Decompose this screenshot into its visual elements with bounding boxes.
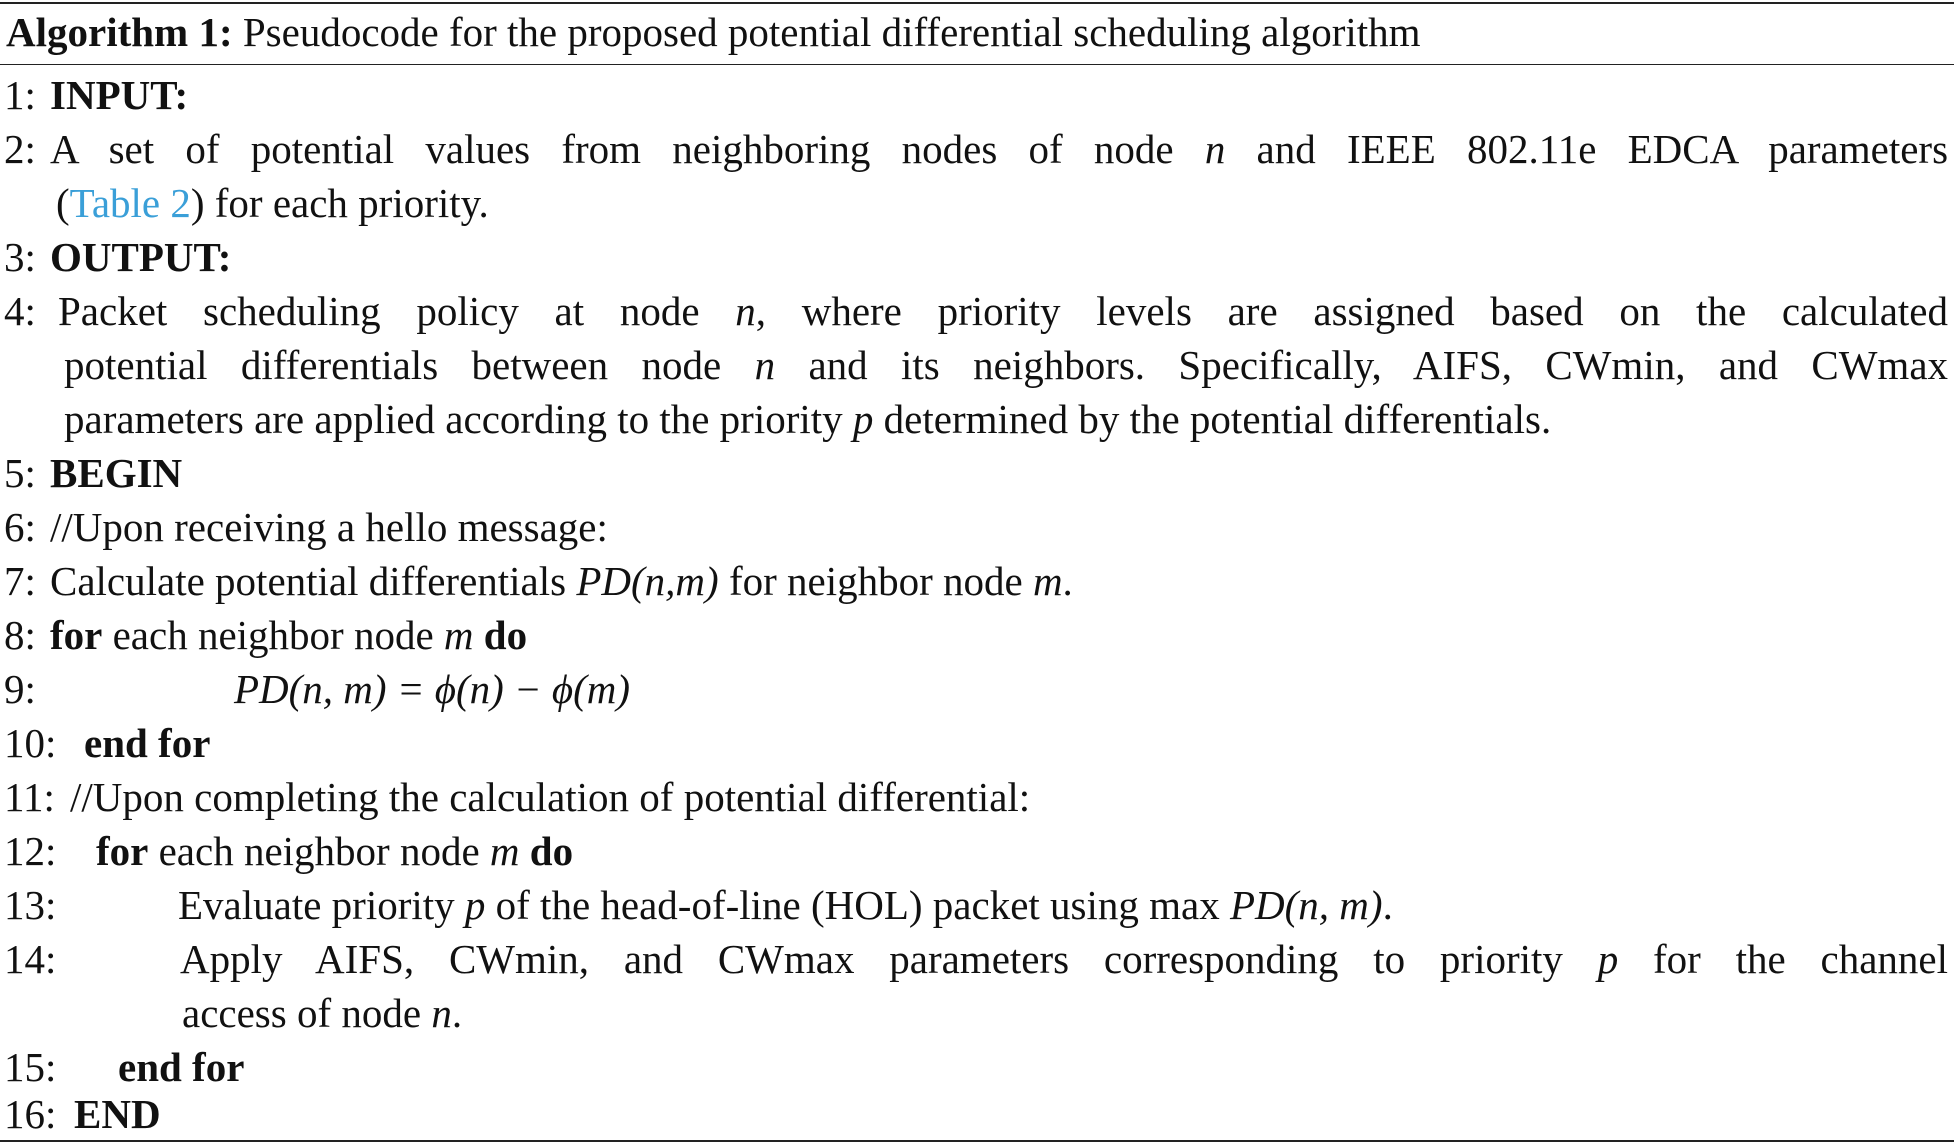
pd-expression: PD(n, m): [1229, 882, 1383, 928]
bottom-rule: [0, 1140, 1954, 1142]
output-keyword: OUTPUT:: [50, 234, 232, 280]
text-segment: , where priority levels are assigned based on the calculated: [755, 288, 1949, 334]
line-text: [50, 122, 1948, 176]
line-number: 1:: [4, 72, 36, 118]
do-keyword: do: [483, 612, 528, 658]
line-text: [64, 338, 1948, 392]
variable-p: p: [464, 882, 486, 928]
line-number: 8:: [4, 612, 36, 658]
line-number: 2:: [4, 126, 36, 172]
text-segment: each neighbor node: [112, 612, 434, 658]
variable-p: p: [1597, 936, 1619, 982]
text-segment: determined by the potential differentials.: [883, 396, 1552, 442]
variable-n: n: [431, 990, 452, 1036]
line-number: 3:: [4, 234, 36, 280]
text-segment: Packet scheduling policy at node: [58, 288, 700, 334]
text-segment: A set of potential values from neighboring nodes of node: [50, 126, 1174, 172]
line-number: 12:: [4, 828, 57, 874]
text-segment: parameters are applied according to the priority: [64, 396, 843, 442]
input-keyword: INPUT:: [50, 72, 189, 118]
variable-n: n: [754, 342, 776, 388]
line-number: 10:: [4, 720, 57, 766]
line-text: [180, 932, 1948, 986]
text-segment: Calculate potential differentials: [50, 558, 567, 604]
line-text: [64, 392, 1551, 446]
text-segment: ) for each priority.: [190, 180, 489, 226]
comment-text: //Upon completing the calculation of potential differential:: [70, 774, 1031, 820]
line-number: 11:: [4, 774, 55, 820]
algorithm-caption: [6, 2, 1421, 62]
text-segment: Evaluate priority: [178, 882, 455, 928]
for-keyword: for: [50, 612, 103, 658]
variable-n: n: [1204, 126, 1226, 172]
table-2-link[interactable]: Table 2: [69, 180, 191, 226]
begin-keyword: BEGIN: [50, 450, 183, 496]
do-keyword: do: [529, 828, 574, 874]
text-segment: potential differentials between node: [64, 342, 722, 388]
text-segment: for the channel: [1653, 936, 1949, 982]
line-number: 5:: [4, 450, 36, 496]
line-number: 15:: [4, 1044, 57, 1090]
text-segment: .: [451, 990, 463, 1036]
text-segment: and its neighbors. Specifically, AIFS, CWmin, and CWmax: [808, 342, 1949, 388]
line-text: [50, 554, 1073, 608]
text-segment: access of node: [182, 990, 422, 1036]
line-number: 4:: [4, 288, 36, 334]
text-segment: .: [1382, 882, 1393, 928]
line-number: 9:: [4, 666, 36, 712]
text-segment: and IEEE 802.11e EDCA parameters: [1256, 126, 1949, 172]
line-number: 7:: [4, 558, 36, 604]
end-for-keyword: end for: [118, 1044, 245, 1090]
text-segment: Apply AIFS, CWmin, and CWmax parameters corresponding to priority: [180, 936, 1563, 982]
line-text: [182, 986, 462, 1040]
end-keyword: END: [74, 1091, 161, 1137]
text-segment: of the head-of-line (HOL) packet using max: [495, 882, 1220, 928]
text-segment: .: [1062, 558, 1073, 604]
line-2: [0, 122, 1954, 176]
algorithm-label: Algorithm 1:: [6, 9, 233, 55]
text-segment: for neighbor node: [728, 558, 1023, 604]
line-number: 16:: [4, 1091, 57, 1137]
line-text: [96, 824, 573, 878]
variable-m: m: [1032, 558, 1063, 604]
variable-m: m: [489, 828, 520, 874]
for-keyword: for: [96, 828, 149, 874]
line-number: 13:: [4, 882, 57, 928]
variable-p: p: [852, 396, 874, 442]
line-text: [56, 176, 489, 230]
pd-formula: PD(n, m) = ϕ(n) − ϕ(m): [234, 666, 631, 712]
line-text: [178, 878, 1393, 932]
variable-m: m: [443, 612, 474, 658]
caption-rule: [0, 64, 1954, 65]
line-text: [58, 284, 1948, 338]
line-number: 6:: [4, 504, 36, 550]
variable-n: n: [735, 288, 756, 334]
text-segment: (: [56, 180, 70, 226]
end-for-keyword: end for: [84, 720, 211, 766]
algorithm-title: Pseudocode for the proposed potential differential scheduling algorithm: [242, 9, 1421, 55]
line-number: 14:: [4, 936, 57, 982]
line-text: [50, 608, 527, 662]
comment-text: //Upon receiving a hello message:: [50, 504, 608, 550]
pd-expression: PD(n,m): [576, 558, 719, 604]
text-segment: each neighbor node: [158, 828, 480, 874]
